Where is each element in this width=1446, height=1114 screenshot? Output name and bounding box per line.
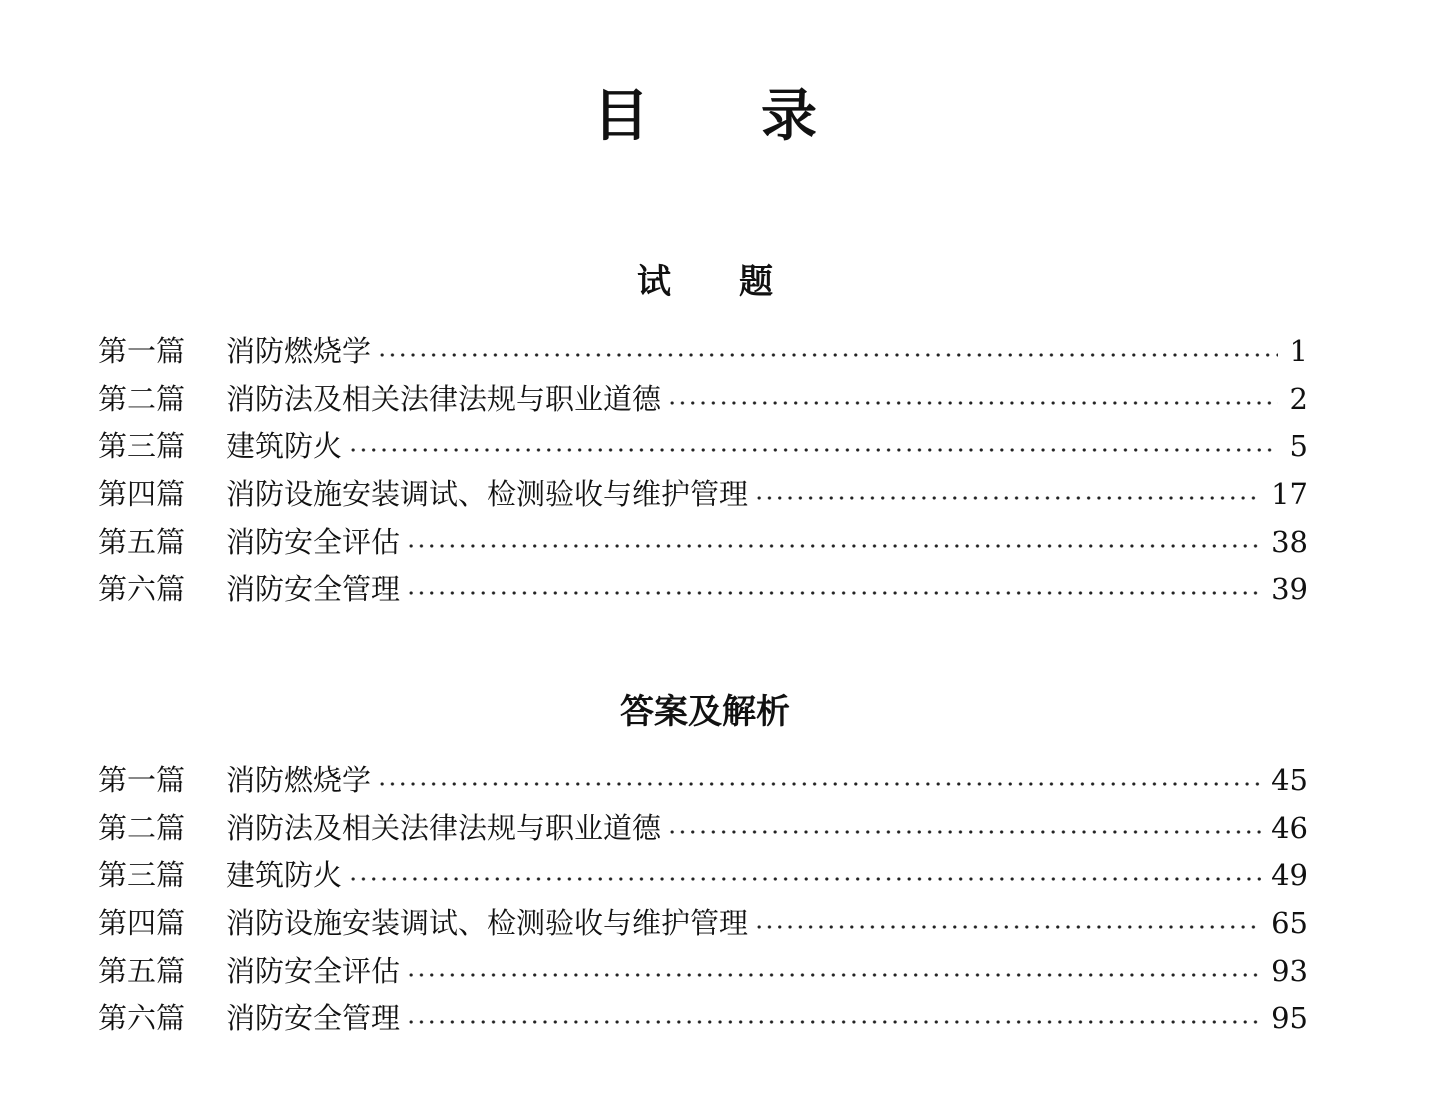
toc-page-number: 5 — [1289, 429, 1308, 464]
dot-leader — [406, 1017, 1261, 1027]
toc-entry[interactable] — [98, 566, 1308, 614]
toc-entry-title: 消防安全管理 — [226, 1001, 401, 1036]
toc-entry-title: 消防法及相关法律法规与职业道德 — [226, 381, 662, 416]
toc-page-number: 39 — [1271, 572, 1308, 607]
toc-part-label: 第五篇 — [98, 524, 186, 559]
toc-entry[interactable] — [98, 757, 1308, 805]
dot-leader — [754, 922, 1261, 932]
toc-entry[interactable] — [98, 852, 1308, 900]
dot-leader — [348, 874, 1261, 884]
toc-entry[interactable] — [98, 376, 1308, 424]
toc-part-label: 第六篇 — [98, 1001, 186, 1036]
toc-entry[interactable] — [98, 805, 1308, 853]
dot-leader — [377, 350, 1278, 360]
dot-leader — [406, 588, 1261, 598]
toc-page-number: 95 — [1271, 1001, 1308, 1036]
toc-entry-title: 建筑防火 — [226, 858, 343, 893]
toc-entry[interactable] — [98, 995, 1308, 1043]
dot-leader — [754, 493, 1261, 503]
toc-part-label: 第一篇 — [98, 763, 186, 797]
toc-entry-title: 消防安全管理 — [226, 572, 401, 607]
toc-list-answers — [98, 757, 1308, 1043]
dot-leader — [406, 541, 1261, 551]
section-title-answers: 答案及解析 — [620, 692, 790, 732]
section-title-questions: 试 题 — [637, 262, 773, 302]
toc-entry[interactable] — [98, 519, 1308, 567]
toc-part-label: 第五篇 — [98, 953, 186, 988]
toc-part-label: 第三篇 — [98, 858, 186, 893]
toc-entry-title: 建筑防火 — [226, 429, 343, 464]
toc-entry-title: 消防燃烧学 — [226, 763, 372, 797]
dot-leader — [406, 970, 1261, 980]
toc-page-number: 38 — [1271, 524, 1308, 559]
toc-entry[interactable] — [98, 948, 1308, 996]
toc-entry-title: 消防设施安装调试、检测验收与维护管理 — [226, 477, 749, 512]
toc-part-label: 第二篇 — [98, 381, 186, 416]
toc-part-label: 第四篇 — [98, 906, 186, 941]
toc-part-label: 第六篇 — [98, 572, 186, 607]
dot-leader — [377, 779, 1261, 789]
toc-entry-title: 消防设施安装调试、检测验收与维护管理 — [226, 906, 749, 941]
toc-page-number: 46 — [1271, 810, 1308, 845]
toc-page-number: 1 — [1289, 334, 1308, 368]
toc-entry[interactable] — [98, 900, 1308, 948]
dot-leader — [667, 827, 1261, 837]
toc-entry[interactable] — [98, 471, 1308, 519]
dot-leader — [348, 445, 1278, 455]
toc-list-questions — [98, 328, 1308, 614]
toc-page-number: 17 — [1271, 477, 1308, 512]
toc-page-number: 65 — [1271, 906, 1308, 941]
toc-entry-title: 消防法及相关法律法规与职业道德 — [226, 810, 662, 845]
toc-entry[interactable] — [98, 328, 1308, 376]
toc-entry[interactable] — [98, 423, 1308, 471]
toc-page-number: 45 — [1271, 763, 1308, 797]
toc-page-number: 49 — [1271, 858, 1308, 893]
dot-leader — [667, 398, 1278, 408]
page-title: 目 录 — [593, 83, 817, 149]
toc-part-label: 第四篇 — [98, 477, 186, 512]
toc-part-label: 第一篇 — [98, 334, 186, 368]
toc-page-number: 93 — [1271, 953, 1308, 988]
toc-part-label: 第二篇 — [98, 810, 186, 845]
toc-entry-title: 消防安全评估 — [226, 524, 401, 559]
toc-entry-title: 消防安全评估 — [226, 953, 401, 988]
toc-page-number: 2 — [1289, 381, 1308, 416]
toc-part-label: 第三篇 — [98, 429, 186, 464]
toc-entry-title: 消防燃烧学 — [226, 334, 372, 368]
